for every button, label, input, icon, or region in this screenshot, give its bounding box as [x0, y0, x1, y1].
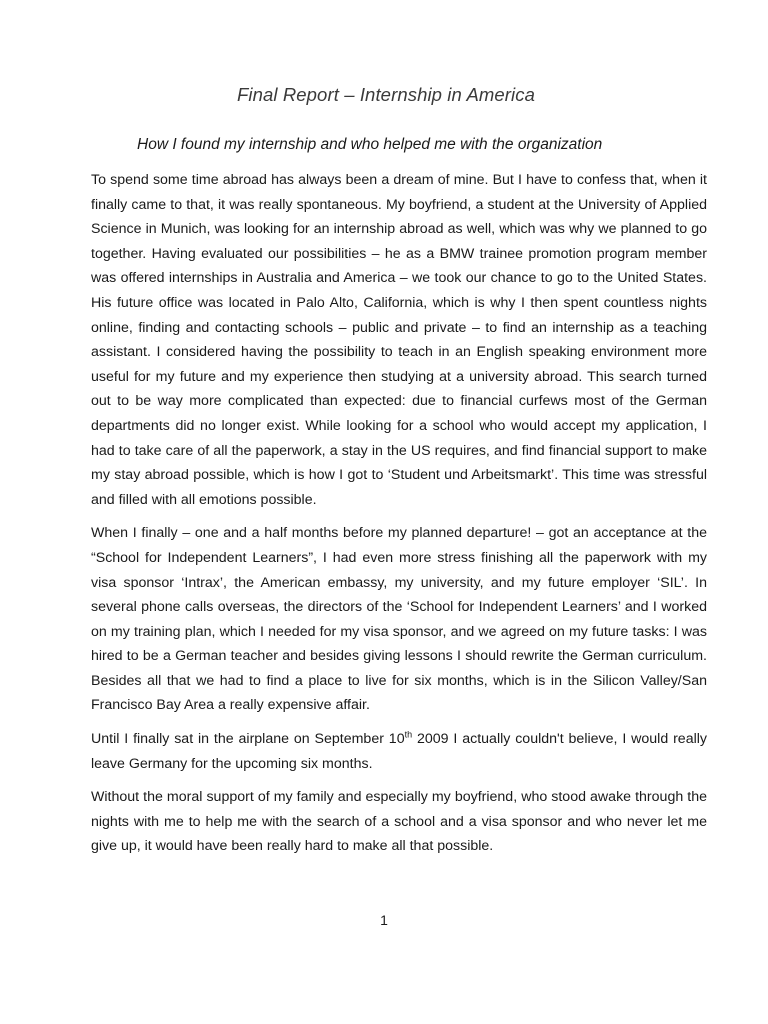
- paragraph-3-before: Until I finally sat in the airplane on September 10: [91, 731, 405, 748]
- page-title: Final Report – Internship in America: [236, 84, 536, 105]
- paragraph-1: To spend some time abroad has always been a dream of mine. But I have to confess that, when it finally came to that, it was really spontaneous. My boyfriend, a student at the University of Applied Science in Munich, was looking for an internship abroad as well, which was why we planned to go together. Having evaluated our possibilities – he as a BMW trainee promotion program member was offered internships in Australia and America – we took our chance to go to the United States. His future office was located in Palo Alto, California, which is why I then spent countless nights online, finding and contacting schools – public and private – to find an internship as a teaching assistant. I considered having the possibility to teach in an English speaking environment more useful for my future and my experience then studying at a university abroad. This search turned out to be way more complicated than expected: due to financial curfews most of the German departments did no longer exist. While looking for a school who would accept my application, I had to take care of all the paperwork, a stay in the US requires, and find financial support to make my stay abroad possible, which is how I got to ‘Student und Arbeitsmarkt’. This time was stressful and filled with all emotions possible.: [91, 172, 707, 508]
- body-text: [91, 168, 707, 868]
- section-heading: How I found my internship and who helped me with the organization: [137, 136, 603, 153]
- ordinal-superscript: th: [404, 729, 413, 740]
- page-number: 1: [380, 912, 388, 928]
- paragraph-4: Without the moral support of my family and especially my boyfriend, who stood awake through the nights with me to help me with the search of a school and a visa sponsor and who never let me give up, it would have been really hard to make all that possible.: [91, 789, 707, 855]
- paragraph-3-after: 2009 I actually couldn't believe, I would really leave Germany for the upcoming six months.: [91, 731, 707, 772]
- paragraph-2: When I finally – one and a half months before my planned departure! – got an acceptance at the “School for Independent Learners”, I had even more stress finishing all the paperwork with my visa sponsor ‘Intrax’, the American embassy, my university, and my future employer ‘SIL’. In several phone calls overseas, the directors of the ‘School for Independent Learners’ and I worked on my training plan, which I needed for my visa sponsor, and we agreed on my future tasks: I was hired to be a German teacher and besides giving lessons I should rewrite the German curriculum. Besides all that we had to find a place to live for six months, which is in the Silicon Valley/San Francisco Bay Area a really expensive affair.: [91, 525, 707, 714]
- paragraph-3: [91, 727, 707, 776]
